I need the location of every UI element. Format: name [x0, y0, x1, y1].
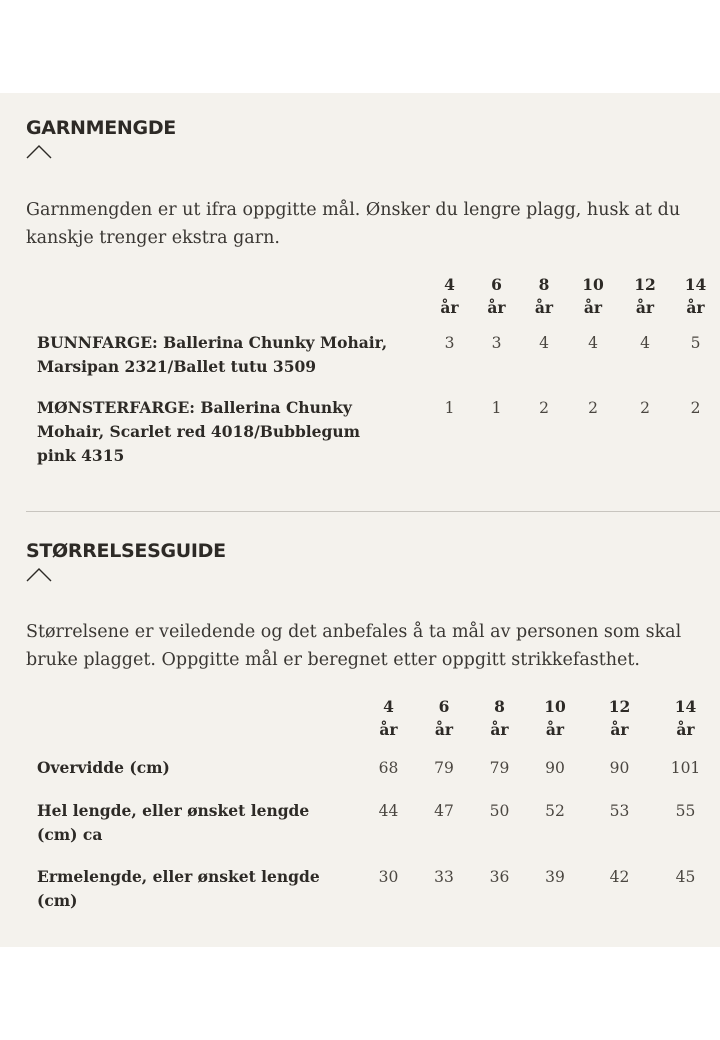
yarn-size-header: 14 år: [684, 275, 707, 317]
sizeguide-size-header: 4 år: [379, 697, 398, 739]
table-row: [26, 396, 720, 471]
table-row: [26, 331, 720, 396]
sizeguide-size-header: 8 år: [490, 697, 509, 739]
sizeguide-table: [26, 695, 720, 915]
sizeguide-section: [26, 540, 720, 930]
sizeguide-cell: 52: [545, 802, 565, 820]
sizeguide-cell: 33: [434, 868, 454, 886]
sizeguide-row-label: Hel lengde, eller ønsket lengde (cm) ca: [37, 801, 310, 844]
chevron-up-icon[interactable]: [26, 143, 52, 159]
sizeguide-intro: Størrelsene er veiledende og det anbefales å ta mål av personen som skal bruke plagget. Oppgitte mål er beregnet etter oppgitt strikkefasthet.: [26, 622, 682, 670]
sizeguide-heading[interactable]: STØRRELSESGUIDE: [26, 540, 226, 562]
sizeguide-cell: 90: [545, 759, 565, 777]
sizeguide-row-label: Ermelengde, eller ønsket lengde (cm): [37, 867, 320, 910]
sizeguide-cell: 50: [489, 802, 510, 820]
table-row: [26, 756, 720, 799]
sizeguide-size-header: 6 år: [434, 697, 454, 739]
yarn-cell: 1: [444, 399, 455, 417]
yarn-size-header: 10 år: [582, 275, 604, 317]
sizeguide-cell: 79: [489, 759, 510, 777]
sizeguide-cell: 55: [675, 802, 696, 820]
sizeguide-cell: 79: [434, 759, 454, 777]
sizeguide-cell: 44: [378, 802, 399, 820]
table-row: [26, 865, 720, 915]
yarn-cell: 2: [588, 399, 598, 417]
yarn-cell: 4: [539, 334, 549, 352]
yarn-cell: 4: [640, 334, 650, 352]
yarn-cell: 2: [539, 399, 549, 417]
sizeguide-cell: 36: [489, 868, 510, 886]
sizeguide-header-empty: [26, 695, 366, 756]
yarn-header-empty: [26, 273, 427, 331]
sizeguide-cell: 39: [545, 868, 565, 886]
yarn-table: [26, 273, 720, 471]
yarn-size-header: 6 år: [487, 275, 506, 317]
sizeguide-size-header: 14 år: [674, 697, 697, 739]
sizeguide-cell: 53: [609, 802, 630, 820]
yarn-size-header: 8 år: [534, 275, 554, 317]
yarn-size-header: 4 år: [440, 275, 459, 317]
yarn-heading[interactable]: GARNMENGDE: [26, 117, 176, 139]
sizeguide-cell: 30: [378, 868, 399, 886]
yarn-row-label: BUNNFARGE: Ballerina Chunky Mohair, Marsipan 2321/Ballet tutu 3509: [37, 333, 388, 376]
yarn-cell: 3: [491, 334, 502, 352]
section-divider: [26, 511, 720, 512]
sizeguide-size-header: 12 år: [608, 697, 631, 739]
yarn-cell: 3: [444, 334, 455, 352]
sizeguide-cell: 101: [670, 759, 701, 777]
table-row: [26, 799, 720, 865]
yarn-cell: 2: [640, 399, 650, 417]
yarn-cell: 4: [588, 334, 598, 352]
sizeguide-cell: 45: [675, 868, 696, 886]
yarn-size-header: 12 år: [634, 275, 656, 317]
sizeguide-cell: 68: [378, 759, 399, 777]
yarn-cell: 2: [690, 399, 701, 417]
yarn-cell: 1: [491, 399, 502, 417]
sizeguide-cell: 47: [434, 802, 454, 820]
yarn-cell: 5: [690, 334, 701, 352]
sizeguide-row-label: Overvidde (cm): [37, 758, 170, 777]
sizeguide-cell: 90: [609, 759, 630, 777]
chevron-up-icon[interactable]: [26, 566, 52, 582]
yarn-header-row: [26, 273, 720, 331]
sizeguide-header-row: [26, 695, 720, 756]
yarn-section: [26, 117, 720, 477]
yarn-intro: Garnmengden er ut ifra oppgitte mål. Ønsker du lengre plagg, husk at du kanskje trenger ekstra garn.: [26, 200, 681, 248]
sizeguide-cell: 42: [609, 868, 630, 886]
sizeguide-size-header: 10 år: [544, 697, 566, 739]
yarn-row-label: MØNSTERFARGE: Ballerina Chunky Mohair, Scarlet red 4018/Bubblegum pink 4315: [37, 398, 361, 465]
